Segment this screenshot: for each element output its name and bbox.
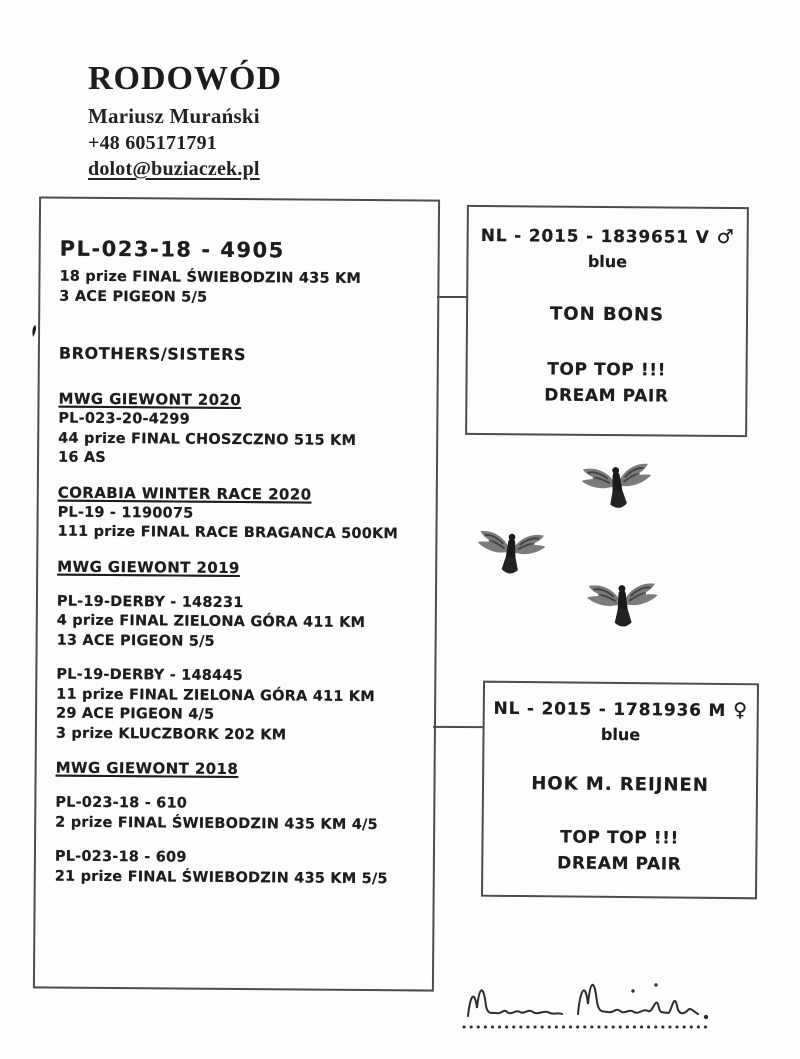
sibling-group-heading: MWG GIEWONT 2018 xyxy=(55,758,239,779)
result-line: 2 prize FINAL ŚWIEBODZIN 435 KM 4/5 xyxy=(55,814,378,833)
sibling-block xyxy=(58,390,427,471)
breeder-email: dolot@buziaczek.pl xyxy=(88,158,260,180)
sibling-block xyxy=(57,483,425,545)
sire-note: TOP TOP !!! xyxy=(547,359,667,381)
result-line: PL-19-DERBY - 148231 xyxy=(56,593,244,611)
dam-ring xyxy=(485,697,757,722)
sibling-list xyxy=(55,390,427,890)
sibling-group-heading: CORABIA WINTER RACE 2020 xyxy=(57,483,312,504)
sibling-block xyxy=(57,557,425,578)
sire-color: blue xyxy=(587,251,628,272)
letterhead xyxy=(88,60,282,181)
dam-connector-line xyxy=(433,726,483,728)
sire-ring-number: NL - 2015 - 1839651 V xyxy=(480,226,710,248)
result-line: PL-19-DERBY - 148445 xyxy=(56,666,244,685)
sire-connector-line xyxy=(437,296,467,298)
pigeon-silhouette-icon xyxy=(577,453,658,519)
main-pigeon-panel xyxy=(33,196,440,991)
breeder-name: Mariusz Murański xyxy=(88,104,260,128)
result-line: 21 prize FINAL ŚWIEBODZIN 435 KM 5/5 xyxy=(54,868,388,887)
result-line: 11 prize FINAL ZIELONA GÓRA 411 KM xyxy=(56,686,375,705)
sire-panel xyxy=(465,205,749,437)
sire-note: DREAM PAIR xyxy=(544,385,669,407)
result-line: 16 AS xyxy=(58,449,107,466)
sire-name: TON BONS xyxy=(549,303,665,326)
sibling-block xyxy=(56,759,424,780)
result-line: 44 prize FINAL CHOSZCZNO 515 KM xyxy=(58,430,357,449)
result-line: 111 prize FINAL RACE BRAGANCA 500KM xyxy=(57,523,399,543)
dam-ring-number: NL - 2015 - 1781936 M xyxy=(493,698,727,722)
dam-note: TOP TOP !!! xyxy=(560,827,679,849)
result-line: PL-19 - 1190075 xyxy=(57,504,194,522)
sibling-group-heading: MWG GIEWONT 2019 xyxy=(57,557,240,577)
sibling-block xyxy=(55,848,423,890)
sibling-block xyxy=(57,592,425,653)
pigeon-silhouette-icon xyxy=(472,520,550,583)
sibling-block xyxy=(56,666,425,747)
result-line: PL-023-18 - 609 xyxy=(54,848,187,866)
main-achievement-line: 18 prize FINAL ŚWIEBODZIN 435 KM xyxy=(59,268,362,287)
sibling-group-heading: MWG GIEWONT 2020 xyxy=(58,389,242,410)
siblings-heading: BROTHERS/SISTERS xyxy=(58,343,247,365)
result-line: 13 ACE PIGEON 5/5 xyxy=(56,632,215,650)
result-line: 3 prize KLUCZBORK 202 KM xyxy=(55,725,287,743)
main-achievement-line: 3 ACE PIGEON 5/5 xyxy=(59,288,208,306)
signature xyxy=(460,962,765,1042)
female-symbol-icon: ♀ xyxy=(733,699,749,722)
dam-note: DREAM PAIR xyxy=(557,853,682,875)
sibling-block xyxy=(55,794,423,836)
male-symbol-icon: ♂ xyxy=(716,225,735,248)
result-line: 4 prize FINAL ZIELONA GÓRA 411 KM xyxy=(56,612,366,632)
dam-color: blue xyxy=(600,724,641,745)
breeder-phone: +48 605171791 xyxy=(88,132,217,154)
dam-name: HOK M. REIJNEN xyxy=(531,773,709,796)
result-line: PL-023-18 - 610 xyxy=(55,794,188,812)
document-title: RODOWÓD xyxy=(88,60,282,97)
sire-ring xyxy=(469,224,747,248)
ink-smudge xyxy=(30,324,38,338)
result-line: 29 ACE PIGEON 4/5 xyxy=(55,705,215,723)
main-pigeon-ring: PL-023-18 - 4905 xyxy=(59,236,285,263)
dam-panel xyxy=(481,681,759,900)
result-line: PL-023-20-4299 xyxy=(58,410,190,428)
pigeon-silhouette-icon xyxy=(583,573,662,636)
